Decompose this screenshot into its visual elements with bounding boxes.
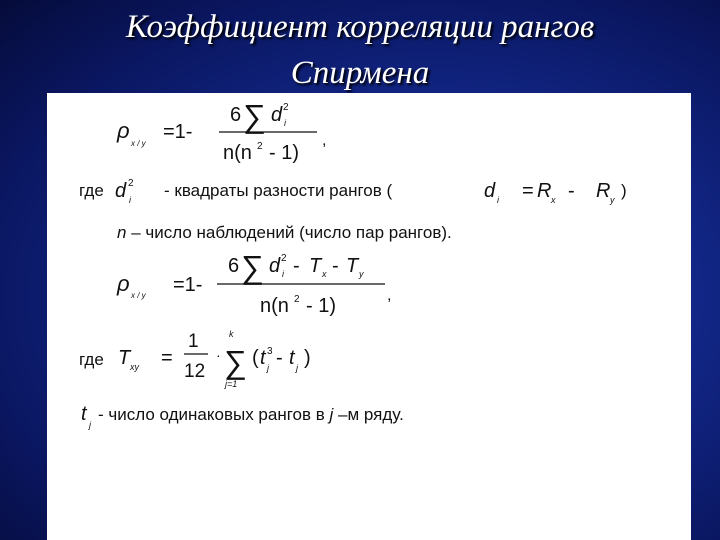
svg-text:d: d [484, 180, 496, 202]
comma-1: , [322, 132, 327, 149]
svg-text:x / y: x / y [131, 291, 146, 300]
svg-text:6: 6 [228, 255, 240, 277]
svg-text:x: x [322, 269, 327, 279]
tj-text: - число одинаковых рангов в [98, 405, 330, 424]
svg-text:t: t [81, 403, 87, 425]
n-text: – число наблюдений (число пар рангов). [126, 223, 452, 242]
svg-text:2: 2 [281, 253, 287, 264]
svg-text:2: 2 [257, 141, 263, 152]
j-letter: j [329, 405, 334, 424]
svg-text:6: 6 [230, 104, 242, 126]
svg-text:k: k [229, 329, 234, 339]
svg-text:i: i [282, 269, 284, 279]
svg-text:∑: ∑ [243, 98, 266, 134]
paren-close: ) [621, 181, 627, 200]
svg-text:- 1): - 1) [269, 142, 299, 164]
svg-text:T: T [346, 255, 359, 277]
svg-text:xy: xy [130, 362, 139, 372]
svg-text:-: - [293, 255, 300, 277]
tie-correction-formula [118, 327, 348, 397]
svg-text:x / y: x / y [131, 139, 146, 148]
svg-text:R: R [537, 180, 552, 202]
svg-text:ρ: ρ [117, 271, 130, 296]
spearman-formula [117, 97, 337, 165]
svg-text:n(n: n(n [223, 142, 252, 164]
svg-text:y: y [359, 269, 364, 279]
svg-text:i: i [497, 195, 499, 205]
d-squared-symbol [115, 177, 155, 207]
svg-text:y: y [610, 195, 615, 205]
svg-text:n(n: n(n [260, 295, 289, 317]
svg-text:j: j [89, 420, 91, 430]
where-label-1: где [79, 181, 104, 200]
svg-text:ρ: ρ [117, 118, 130, 143]
svg-text:x: x [551, 195, 556, 205]
svg-text:-: - [276, 347, 283, 369]
title-line-1: Коэффициент корреляции рангов [125, 9, 595, 45]
svg-text:j=1: j=1 [225, 379, 238, 389]
comma-2: , [387, 287, 392, 304]
n-letter: n [117, 223, 127, 242]
svg-text:T: T [309, 255, 322, 277]
svg-text:(: ( [252, 347, 259, 369]
where-label-2: где [79, 350, 104, 369]
svg-text:d: d [269, 255, 281, 277]
slide-title [0, 4, 720, 96]
svg-text:=: = [161, 347, 173, 369]
title-line-2: Спирмена [290, 55, 430, 91]
squares-text: - квадраты разности рангов ( [164, 181, 393, 200]
tj-definition [98, 405, 404, 425]
svg-text:-: - [332, 255, 339, 277]
svg-text:d: d [115, 180, 127, 202]
tj-end: –м ряду. [333, 405, 404, 424]
n-definition [117, 223, 452, 243]
svg-text:d: d [271, 104, 283, 126]
svg-text:3: 3 [267, 346, 273, 357]
svg-text:j: j [267, 363, 269, 373]
svg-text:): ) [304, 347, 311, 369]
svg-text:=1-: =1- [163, 121, 193, 143]
svg-text:R: R [596, 180, 611, 202]
svg-text:i: i [129, 195, 131, 205]
svg-text:i: i [284, 118, 286, 128]
svg-text:2: 2 [128, 178, 134, 189]
svg-text:∑: ∑ [241, 249, 264, 285]
svg-text:2: 2 [294, 294, 300, 305]
content-card [47, 93, 691, 540]
svg-text:=: = [522, 180, 534, 202]
svg-text:12: 12 [184, 361, 206, 382]
svg-text:j: j [296, 363, 298, 373]
svg-text:∑: ∑ [224, 344, 247, 380]
spearman-ties-formula [117, 248, 407, 320]
svg-text:t: t [260, 347, 266, 369]
svg-text:t: t [289, 347, 295, 369]
svg-text:T: T [118, 347, 131, 369]
svg-text:1: 1 [188, 331, 199, 352]
svg-text:-: - [568, 180, 575, 202]
svg-text:- 1): - 1) [306, 295, 336, 317]
svg-text:·: · [216, 347, 221, 363]
svg-text:=1-: =1- [173, 274, 203, 296]
svg-text:2: 2 [283, 102, 289, 113]
d-definition [484, 177, 634, 207]
